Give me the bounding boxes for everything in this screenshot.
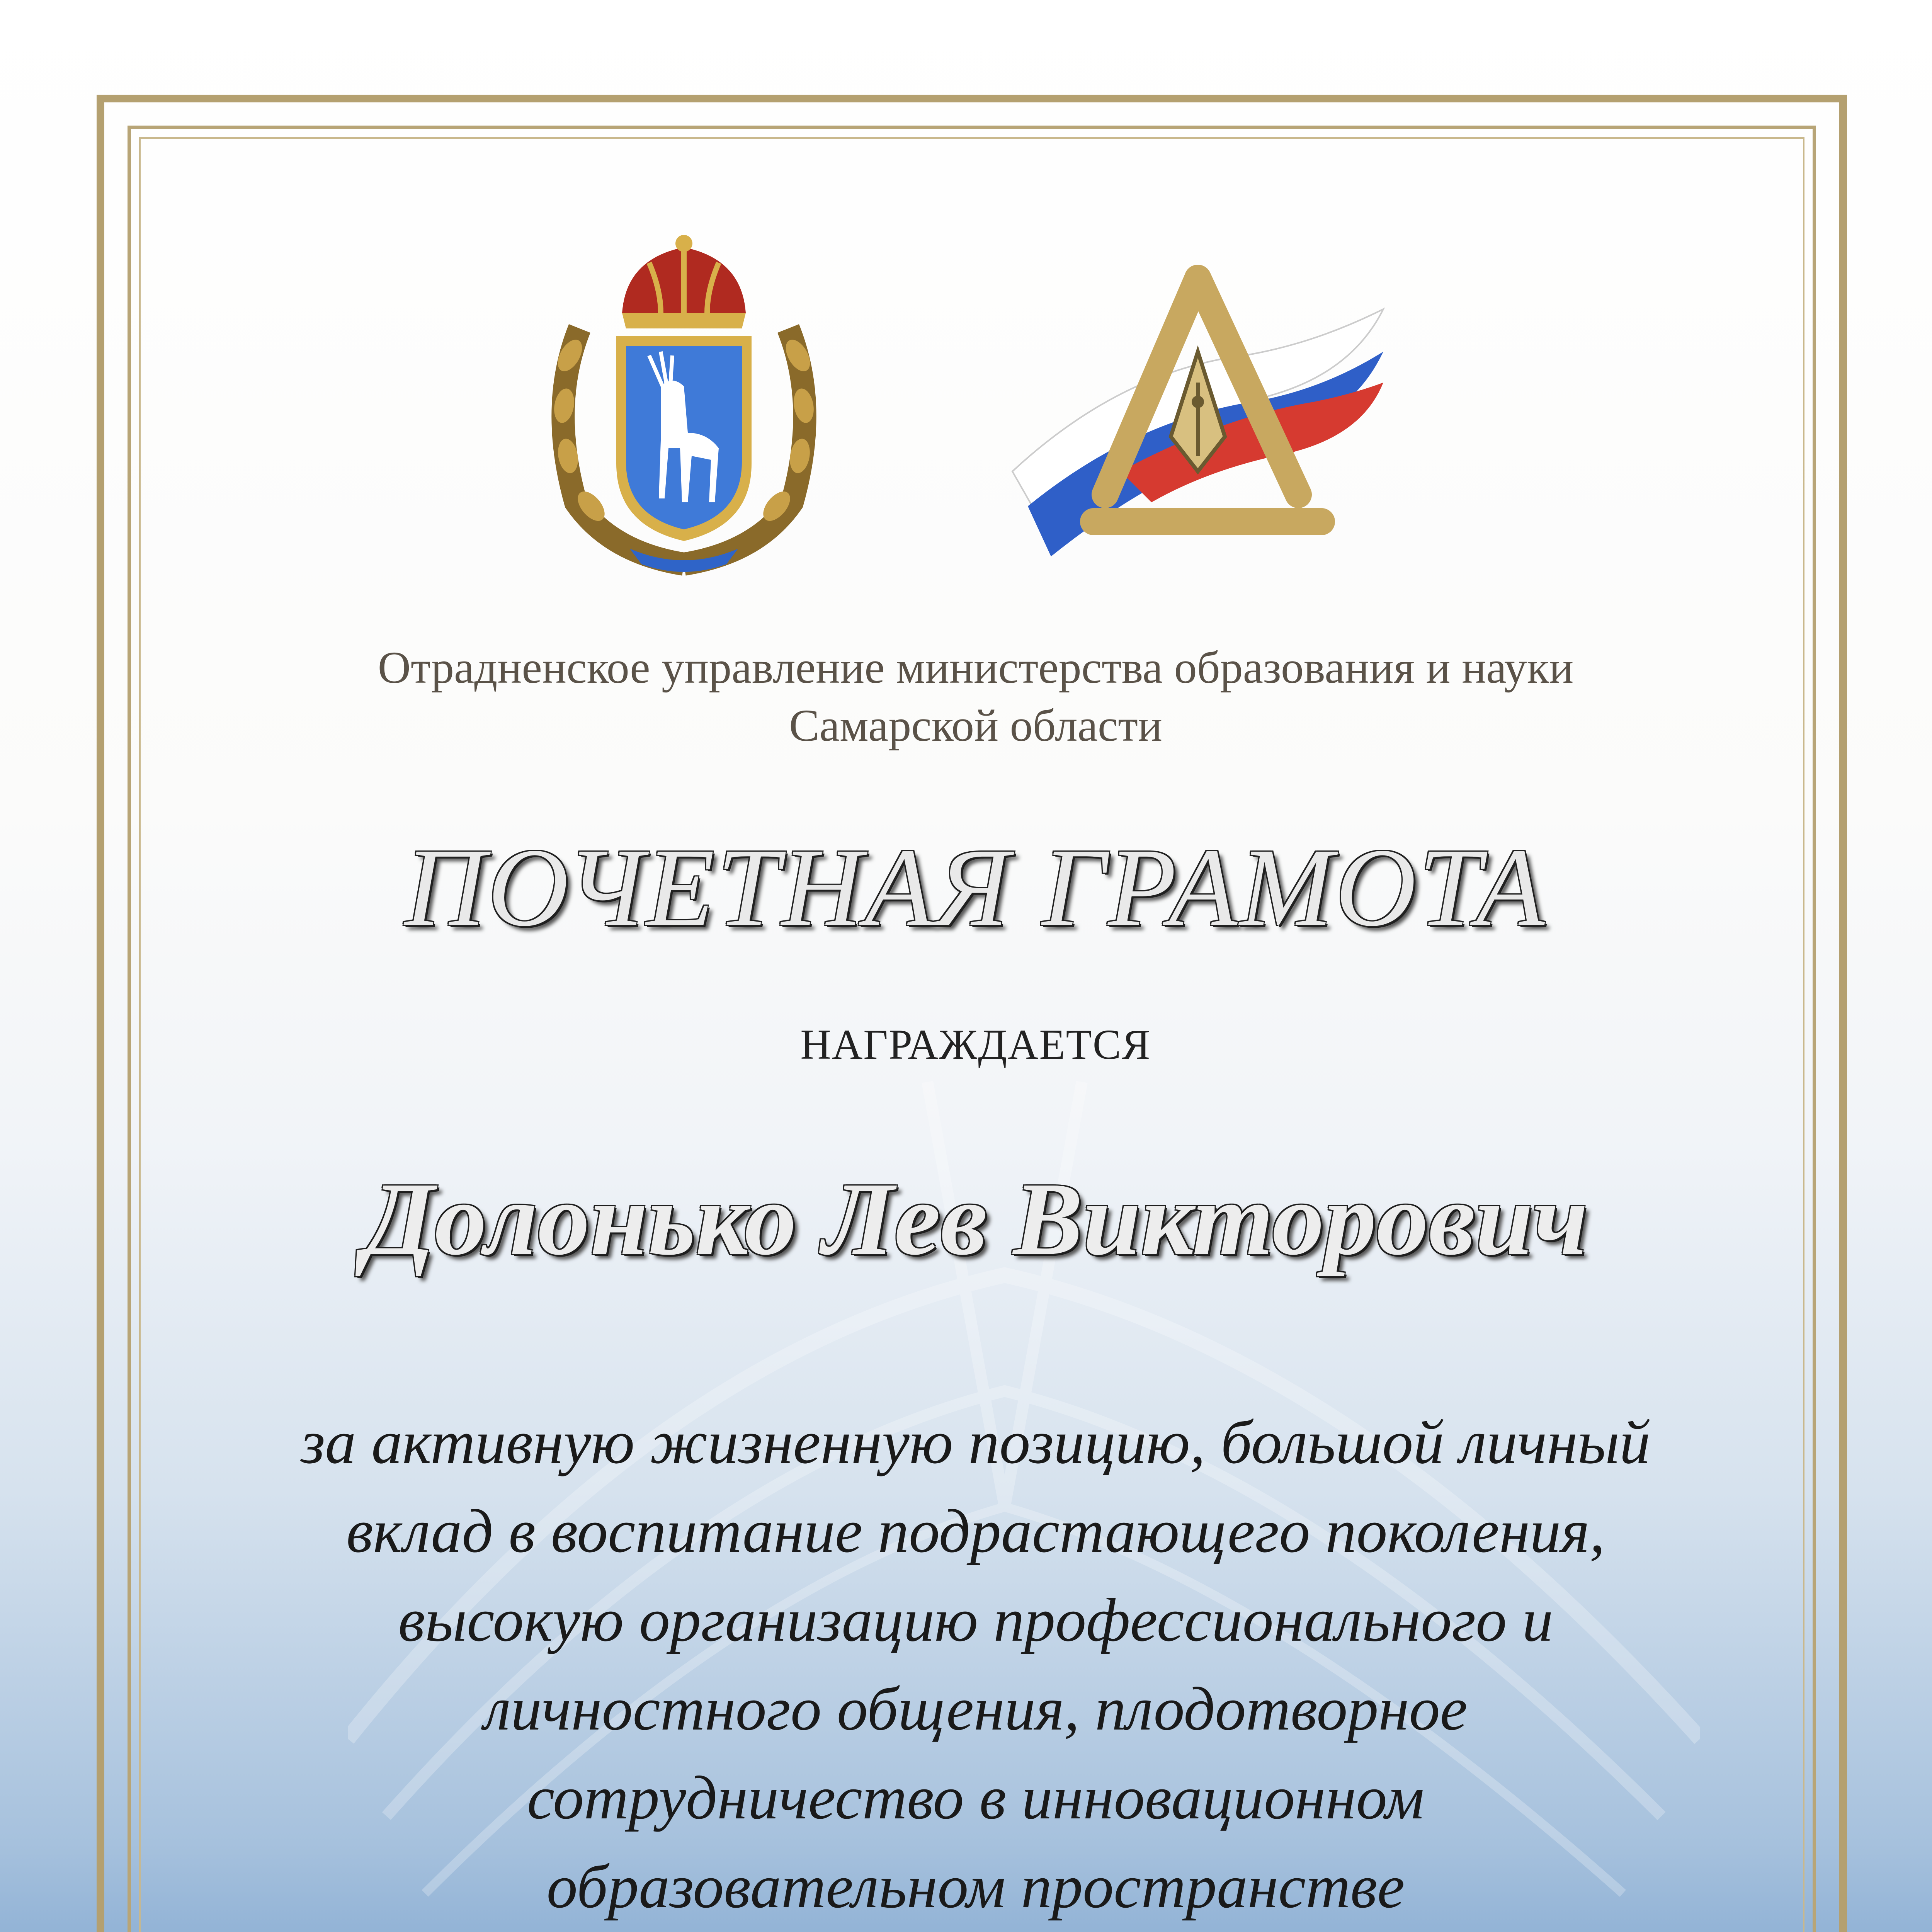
certificate-title: ПОЧЕТНАЯ ГРАМОТА: [404, 825, 1547, 949]
reason-line: вклад в воспитание подрастающего поколения,: [346, 1497, 1605, 1565]
issuer-line-1: Отрадненское управление министерства образования и науки: [378, 642, 1574, 693]
recipient-name: Долонько Лев Викторович: [363, 1161, 1588, 1277]
awarded-label: НАГРАЖДАЕТСЯ: [800, 1021, 1151, 1068]
reason-line: личностного общения, плодотворное: [484, 1674, 1468, 1743]
reason-line: образовательном пространстве: [546, 1852, 1405, 1921]
coat-of-arms-icon: [533, 232, 835, 580]
issuer-line-2: Самарской области: [789, 700, 1163, 751]
reason-line: высокую организацию профессионального и: [398, 1585, 1553, 1654]
reason-line: за активную жизненную позицию, большой личный: [301, 1408, 1651, 1476]
pen-nib-tricolor-logo-icon: [1005, 255, 1391, 572]
reason-line: сотрудничество в инновационном: [527, 1763, 1424, 1832]
